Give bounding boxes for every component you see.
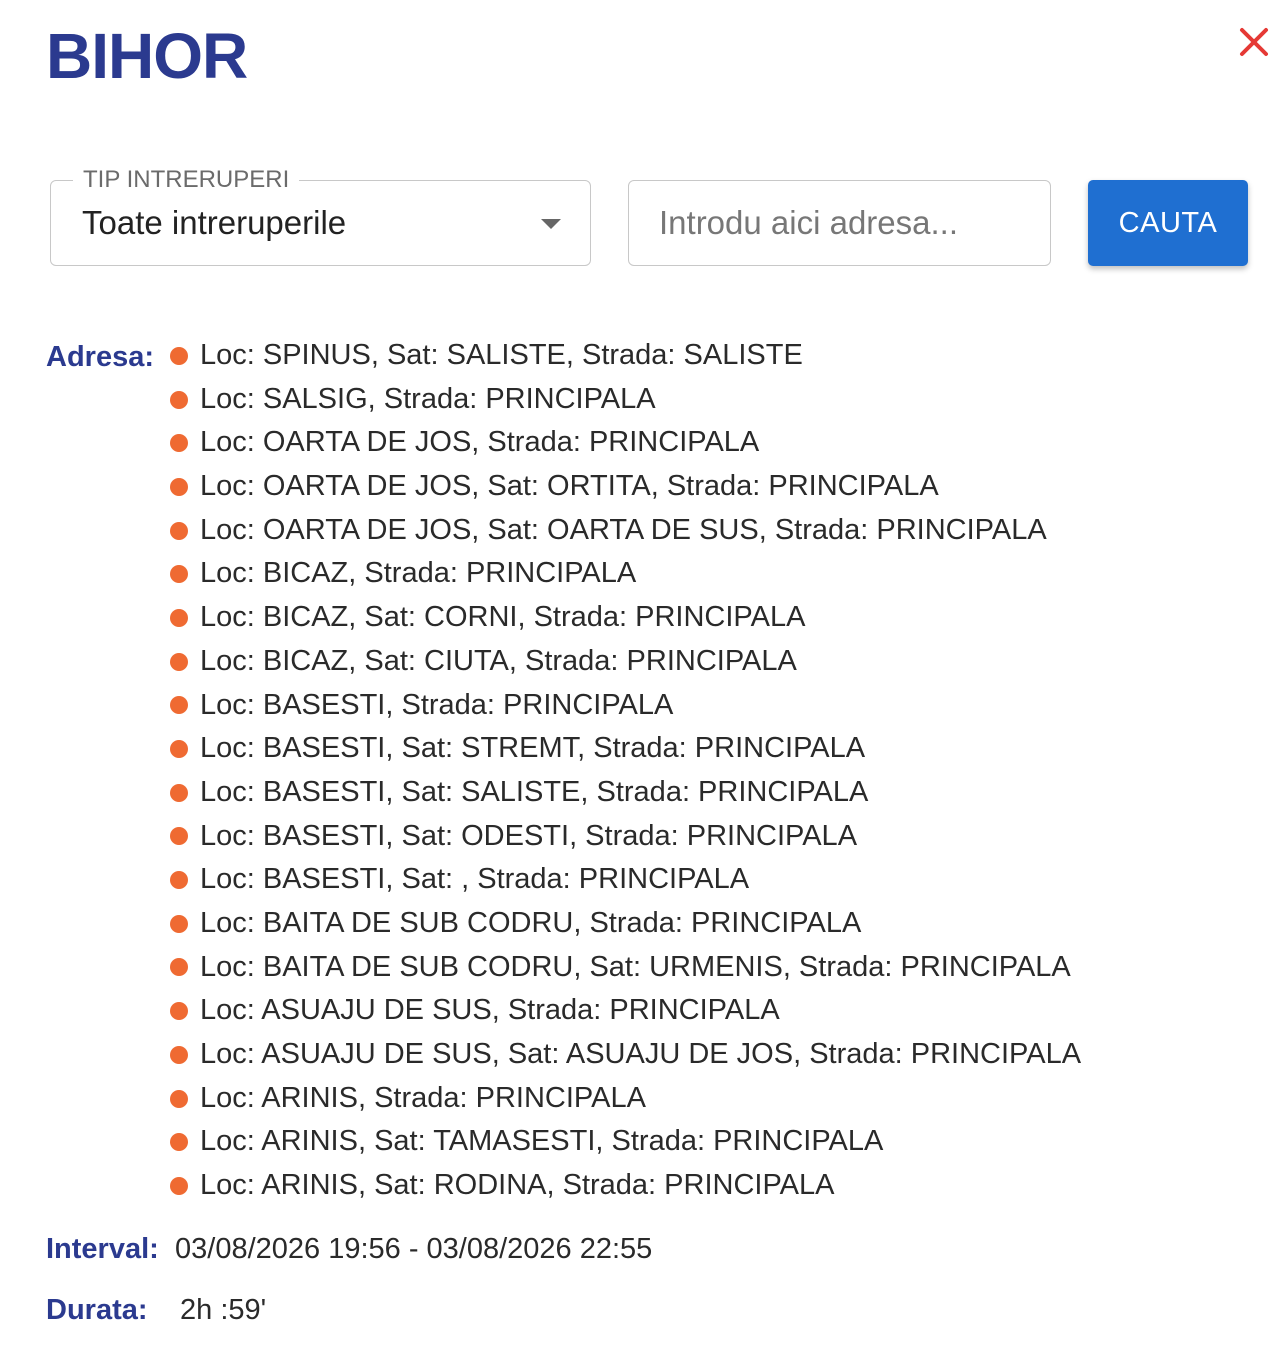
close-icon[interactable]	[1232, 20, 1276, 64]
address-text: Loc: BAITA DE SUB CODRU, Sat: URMENIS, Strada: PRINCIPALA	[200, 950, 1071, 983]
address-text: Loc: OARTA DE JOS, Sat: ORTITA, Strada: PRINCIPALA	[200, 470, 939, 503]
address-label: Adresa:	[46, 341, 154, 373]
list-item	[170, 815, 1081, 859]
address-text: Loc: BASESTI, Sat: ODESTI, Strada: PRINCIPALA	[200, 819, 858, 852]
bullet-icon	[170, 347, 188, 365]
list-item	[170, 1033, 1081, 1077]
duration-value: 2h :59'	[180, 1294, 267, 1326]
outage-type-value: Toate intreruperile	[82, 204, 347, 241]
bullet-icon	[170, 391, 188, 409]
bullet-icon	[170, 871, 188, 889]
page-title: BIHOR	[46, 20, 248, 92]
interval-value: 03/08/2026 19:56 - 03/08/2026 22:55	[175, 1233, 653, 1265]
address-text: Loc: ASUAJU DE SUS, Strada: PRINCIPALA	[200, 994, 780, 1027]
outage-type-label: TIP INTRERUPERI	[73, 165, 299, 195]
address-text: Loc: SALSIG, Strada: PRINCIPALA	[200, 382, 656, 415]
interval-label: Interval:	[46, 1233, 159, 1265]
list-item	[170, 421, 1081, 465]
address-text: Loc: OARTA DE JOS, Sat: OARTA DE SUS, Strada: PRINCIPALA	[200, 513, 1047, 546]
address-text: Loc: BAITA DE SUB CODRU, Strada: PRINCIPALA	[200, 906, 862, 939]
list-item	[170, 334, 1081, 378]
list-item	[170, 989, 1081, 1033]
address-text: Loc: BASESTI, Sat: SALISTE, Strada: PRINCIPALA	[200, 775, 869, 808]
duration-label: Durata:	[46, 1294, 148, 1326]
bullet-icon	[170, 740, 188, 758]
bullet-icon	[170, 958, 188, 976]
bullet-icon	[170, 1177, 188, 1195]
list-item	[170, 1164, 1081, 1208]
address-text: Loc: OARTA DE JOS, Strada: PRINCIPALA	[200, 426, 760, 459]
address-text: Loc: ASUAJU DE SUS, Sat: ASUAJU DE JOS, Strada: PRINCIPALA	[200, 1038, 1082, 1070]
list-item	[170, 640, 1081, 684]
bullet-icon	[170, 565, 188, 583]
list-item	[170, 1120, 1081, 1164]
address-text: Loc: BASESTI, Sat: STREMT, Strada: PRINCIPALA	[200, 732, 866, 765]
list-item	[170, 858, 1081, 902]
bullet-icon	[170, 784, 188, 802]
bullet-icon	[170, 696, 188, 714]
bullet-icon	[170, 609, 188, 627]
address-text: Loc: BICAZ, Sat: CIUTA, Strada: PRINCIPALA	[200, 644, 797, 677]
list-item	[170, 902, 1081, 946]
address-text: Loc: ARINIS, Strada: PRINCIPALA	[200, 1081, 646, 1114]
address-list	[170, 334, 1081, 1208]
address-text: Loc: BASESTI, Strada: PRINCIPALA	[200, 688, 674, 721]
search-button[interactable]: CAUTA	[1088, 180, 1248, 266]
list-item	[170, 727, 1081, 771]
list-item	[170, 771, 1081, 815]
bullet-icon	[170, 653, 188, 671]
list-item	[170, 465, 1081, 509]
list-item	[170, 552, 1081, 596]
address-text: Loc: BICAZ, Sat: CORNI, Strada: PRINCIPALA	[200, 601, 806, 634]
address-text: Loc: ARINIS, Sat: RODINA, Strada: PRINCIPALA	[200, 1169, 835, 1202]
bullet-icon	[170, 827, 188, 845]
address-search-input[interactable]	[628, 180, 1051, 266]
address-text: Loc: BICAZ, Strada: PRINCIPALA	[200, 557, 637, 590]
list-item	[170, 378, 1081, 422]
bullet-icon	[170, 434, 188, 452]
bullet-icon	[170, 1002, 188, 1020]
bullet-icon	[170, 915, 188, 933]
caret-down-icon	[541, 219, 561, 229]
address-text: Loc: ARINIS, Sat: TAMASESTI, Strada: PRINCIPALA	[200, 1125, 884, 1158]
list-item	[170, 1077, 1081, 1121]
bullet-icon	[170, 522, 188, 540]
outage-type-select[interactable]	[50, 166, 591, 266]
list-item	[170, 684, 1081, 728]
bullet-icon	[170, 1090, 188, 1108]
bullet-icon	[170, 478, 188, 496]
list-item	[170, 509, 1081, 553]
bullet-icon	[170, 1133, 188, 1151]
list-item	[170, 596, 1081, 640]
bullet-icon	[170, 1046, 188, 1064]
address-text: Loc: SPINUS, Sat: SALISTE, Strada: SALISTE	[200, 339, 803, 371]
address-text: Loc: BASESTI, Sat: , Strada: PRINCIPALA	[200, 863, 750, 896]
list-item	[170, 946, 1081, 990]
